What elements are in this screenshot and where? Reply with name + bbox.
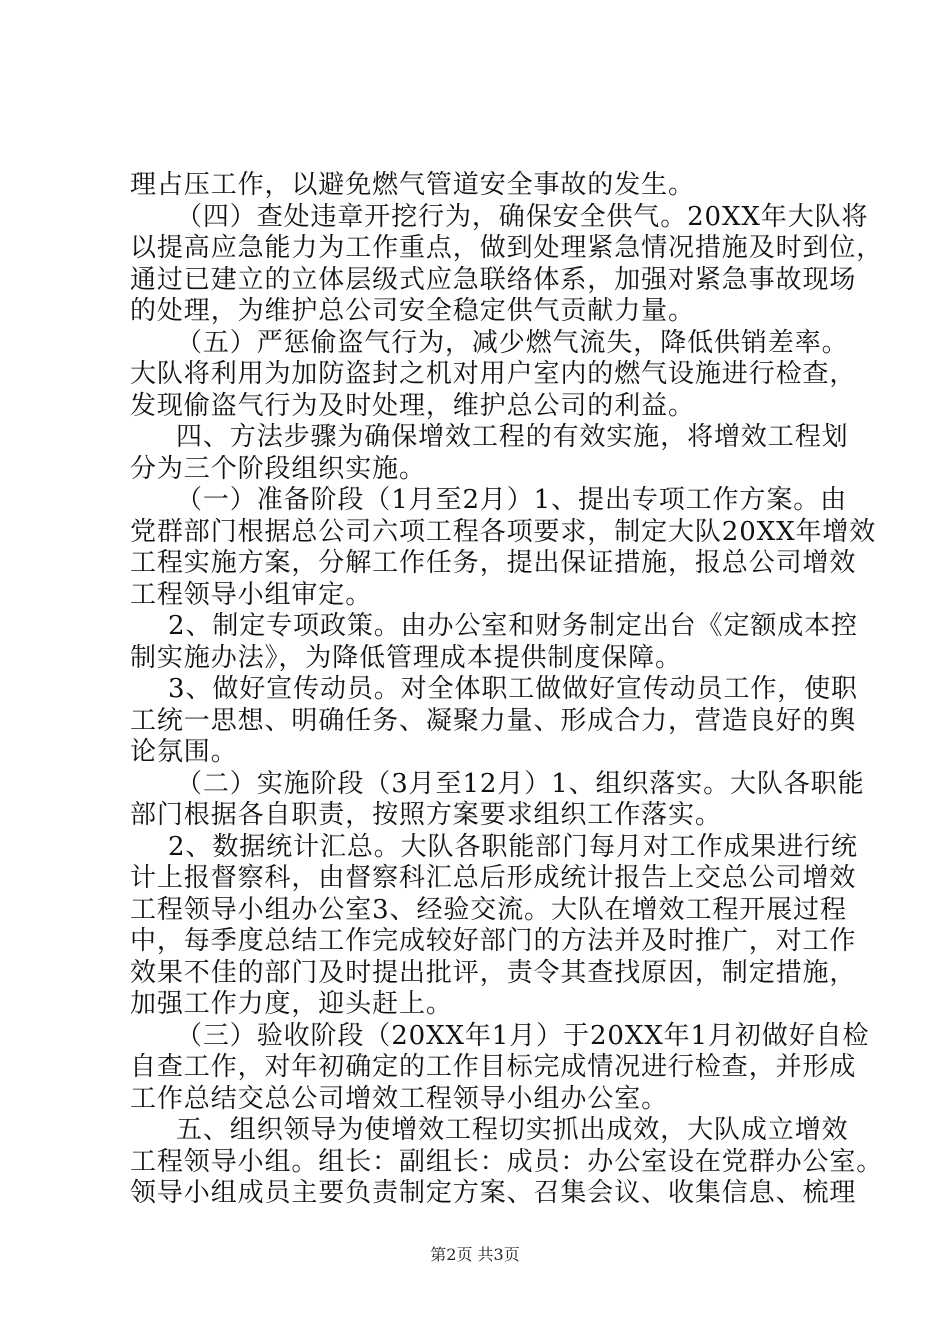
- text-line: 发现偷盗气行为及时处理，维护总公司的利益。: [130, 390, 695, 421]
- text-line: 效果不佳的部门及时提出批评，责令其查找原因，制定措施，: [130, 957, 857, 988]
- text-line: 通过已建立的立体层级式应急联络体系，加强对紧急事故现场: [130, 264, 857, 295]
- text-line: 领导小组成员主要负责制定方案、召集会议、收集信息、梳理: [130, 1178, 857, 1208]
- text-line: 中，每季度总结工作完成较好部门的方法并及时推广，对工作: [130, 926, 857, 956]
- text-line: （五）严惩偷盗气行为，减少燃气流失，降低供销差率。: [176, 327, 849, 358]
- text-line: 3、做好宣传动员。对全体职工做做好宣传动员工作，使职: [168, 674, 858, 704]
- document-body: [130, 170, 884, 1210]
- text-line: 工程实施方案，分解工作任务，提出保证措施，报总公司增效: [130, 548, 857, 578]
- page-footer: 第2页 共3页: [430, 1245, 520, 1264]
- text-line: 自查工作，对年初确定的工作目标完成情况进行检查，并形成: [130, 1052, 857, 1082]
- text-line: 理占压工作，以避免燃气管道安全事故的发生。: [130, 170, 695, 200]
- text-line: 工作总结交总公司增效工程领导小组办公室。: [130, 1083, 669, 1114]
- text-line: （三）验收阶段（20XX年1月）于20XX年1月初做好自检: [176, 1020, 870, 1051]
- text-line: （二）实施阶段（3月至12月）1、组织落实。大队各职能: [176, 768, 865, 799]
- text-line: 2、制定专项政策。由办公室和财务制定出台《定额成本控: [168, 611, 858, 641]
- text-line: 大队将利用为加防盗封之机对用户室内的燃气设施进行检查，: [130, 359, 857, 389]
- text-line: 以提高应急能力为工作重点，做到处理紧急情况措施及时到位，: [130, 233, 884, 263]
- text-line: 四、方法步骤为确保增效工程的有效实施，将增效工程划: [176, 422, 849, 452]
- text-line: 工程领导小组办公室3、经验交流。大队在增效工程开展过程: [130, 894, 847, 925]
- text-line: 部门根据各自职责，按照方案要求组织工作落实。: [130, 800, 722, 830]
- text-line: 制实施办法》，为降低管理成本提供制度保障。: [130, 642, 682, 673]
- text-line: 计上报督察科，由督察科汇总后形成统计报告上交总公司增效: [130, 863, 857, 893]
- text-line: 党群部门根据总公司六项工程各项要求，制定大队20XX年增效: [130, 516, 877, 547]
- text-line: 的处理，为维护总公司安全稳定供气贡献力量。: [130, 296, 695, 326]
- text-line: （四）查处违章开挖行为，确保安全供气。20XX年大队将: [176, 201, 869, 232]
- text-line: 工程领导小组审定。: [130, 579, 373, 610]
- text-line: 加强工作力度，迎头赶上。: [130, 989, 453, 1019]
- text-line: 2、数据统计汇总。大队各职能部门每月对工作成果进行统: [168, 831, 858, 862]
- text-line: 工统一思想、明确任务、凝聚力量、形成合力，营造良好的舆: [130, 705, 857, 736]
- text-line: 工程领导小组。组长：副组长：成员：办公室设在党群办公室。: [130, 1146, 884, 1177]
- text-line: 五、组织领导为使增效工程切实抓出成效，大队成立增效: [176, 1115, 849, 1145]
- text-line: 论氛围。: [130, 737, 238, 767]
- text-line: 分为三个阶段组织实施。: [130, 453, 426, 484]
- text-line: （一）准备阶段（1月至2月）1、提出专项工作方案。由: [176, 485, 848, 515]
